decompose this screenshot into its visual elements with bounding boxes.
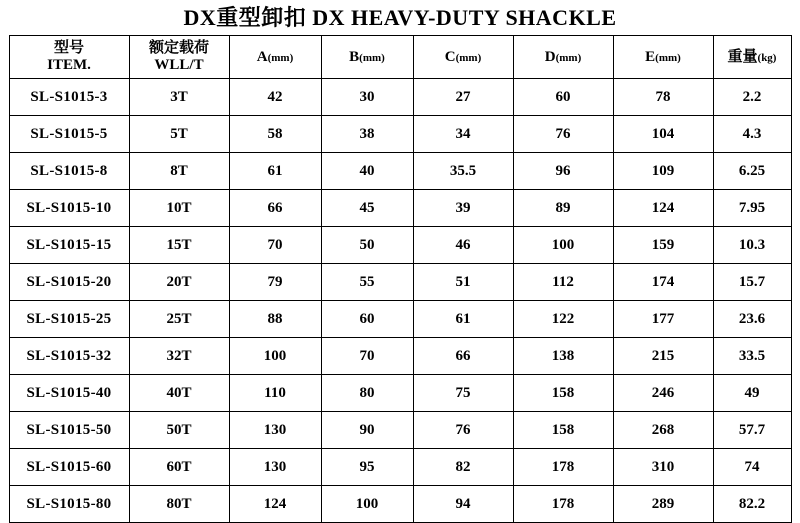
cell-e: 124 bbox=[613, 190, 713, 227]
cell-weight: 49 bbox=[713, 375, 791, 412]
page-title: DX重型卸扣 DX HEAVY-DUTY SHACKLE bbox=[183, 5, 617, 30]
cell-a: 79 bbox=[229, 264, 321, 301]
column-header-a-unit: (mm) bbox=[267, 51, 294, 64]
cell-b: 45 bbox=[321, 190, 413, 227]
cell-e: 109 bbox=[613, 153, 713, 190]
cell-a: 124 bbox=[229, 486, 321, 523]
cell-item: SL-S1015-32 bbox=[9, 338, 129, 375]
cell-b: 70 bbox=[321, 338, 413, 375]
cell-a: 110 bbox=[229, 375, 321, 412]
cell-c: 94 bbox=[413, 486, 513, 523]
cell-c: 75 bbox=[413, 375, 513, 412]
cell-b: 50 bbox=[321, 227, 413, 264]
cell-item: SL-S1015-50 bbox=[9, 412, 129, 449]
cell-wll: 50T bbox=[129, 412, 229, 449]
cell-e: 268 bbox=[613, 412, 713, 449]
column-header-weight-label: 重量 bbox=[727, 48, 758, 65]
cell-c: 61 bbox=[413, 301, 513, 338]
cell-e: 177 bbox=[613, 301, 713, 338]
cell-item: SL-S1015-3 bbox=[9, 79, 129, 116]
cell-c: 39 bbox=[413, 190, 513, 227]
cell-e: 174 bbox=[613, 264, 713, 301]
cell-item: SL-S1015-10 bbox=[9, 190, 129, 227]
shackle-spec-table bbox=[9, 35, 792, 523]
column-header-item-cn: 型号 bbox=[53, 39, 84, 56]
table-row bbox=[9, 264, 791, 301]
table-row bbox=[9, 116, 791, 153]
cell-wll: 60T bbox=[129, 449, 229, 486]
cell-weight: 6.25 bbox=[713, 153, 791, 190]
column-header-a-label: A bbox=[256, 48, 268, 65]
cell-item: SL-S1015-20 bbox=[9, 264, 129, 301]
cell-wll: 8T bbox=[129, 153, 229, 190]
cell-d: 138 bbox=[513, 338, 613, 375]
cell-b: 100 bbox=[321, 486, 413, 523]
column-header-d-unit: (mm) bbox=[555, 51, 582, 64]
cell-e: 159 bbox=[613, 227, 713, 264]
table-row bbox=[9, 79, 791, 116]
cell-d: 100 bbox=[513, 227, 613, 264]
cell-a: 130 bbox=[229, 449, 321, 486]
cell-e: 246 bbox=[613, 375, 713, 412]
table-body bbox=[9, 79, 791, 523]
cell-weight: 33.5 bbox=[713, 338, 791, 375]
cell-wll: 40T bbox=[129, 375, 229, 412]
cell-b: 80 bbox=[321, 375, 413, 412]
header-row bbox=[9, 36, 791, 79]
cell-a: 58 bbox=[229, 116, 321, 153]
column-header-a bbox=[229, 36, 321, 79]
cell-c: 27 bbox=[413, 79, 513, 116]
column-header-c-unit: (mm) bbox=[455, 51, 482, 64]
cell-item: SL-S1015-5 bbox=[9, 116, 129, 153]
cell-d: 89 bbox=[513, 190, 613, 227]
column-header-b-label: B bbox=[349, 48, 360, 65]
cell-d: 178 bbox=[513, 486, 613, 523]
cell-e: 289 bbox=[613, 486, 713, 523]
cell-b: 55 bbox=[321, 264, 413, 301]
cell-c: 35.5 bbox=[413, 153, 513, 190]
cell-item: SL-S1015-60 bbox=[9, 449, 129, 486]
cell-weight: 23.6 bbox=[713, 301, 791, 338]
cell-weight: 2.2 bbox=[713, 79, 791, 116]
cell-wll: 25T bbox=[129, 301, 229, 338]
cell-weight: 82.2 bbox=[713, 486, 791, 523]
table-row bbox=[9, 153, 791, 190]
cell-item: SL-S1015-8 bbox=[9, 153, 129, 190]
cell-wll: 5T bbox=[129, 116, 229, 153]
cell-d: 158 bbox=[513, 375, 613, 412]
cell-item: SL-S1015-25 bbox=[9, 301, 129, 338]
column-header-e-unit: (mm) bbox=[655, 51, 681, 64]
cell-b: 40 bbox=[321, 153, 413, 190]
cell-a: 100 bbox=[229, 338, 321, 375]
table-row bbox=[9, 375, 791, 412]
cell-weight: 10.3 bbox=[713, 227, 791, 264]
cell-c: 82 bbox=[413, 449, 513, 486]
cell-item: SL-S1015-80 bbox=[9, 486, 129, 523]
column-header-c-label: C bbox=[444, 48, 456, 65]
cell-d: 76 bbox=[513, 116, 613, 153]
column-header-item-en: ITEM. bbox=[47, 57, 91, 74]
cell-c: 51 bbox=[413, 264, 513, 301]
column-header-c bbox=[413, 36, 513, 79]
cell-d: 60 bbox=[513, 79, 613, 116]
cell-weight: 57.7 bbox=[713, 412, 791, 449]
cell-weight: 7.95 bbox=[713, 190, 791, 227]
cell-c: 76 bbox=[413, 412, 513, 449]
table-row bbox=[9, 338, 791, 375]
cell-e: 215 bbox=[613, 338, 713, 375]
column-header-wll-cn: 额定载荷 bbox=[148, 39, 209, 56]
cell-weight: 15.7 bbox=[713, 264, 791, 301]
cell-weight: 4.3 bbox=[713, 116, 791, 153]
column-header-wll bbox=[129, 36, 229, 79]
cell-a: 130 bbox=[229, 412, 321, 449]
cell-b: 38 bbox=[321, 116, 413, 153]
column-header-b-unit: (mm) bbox=[359, 51, 385, 64]
column-header-d bbox=[513, 36, 613, 79]
cell-b: 95 bbox=[321, 449, 413, 486]
cell-d: 178 bbox=[513, 449, 613, 486]
cell-wll: 80T bbox=[129, 486, 229, 523]
table-row bbox=[9, 301, 791, 338]
cell-item: SL-S1015-15 bbox=[9, 227, 129, 264]
column-header-e-label: E bbox=[645, 48, 656, 65]
cell-b: 60 bbox=[321, 301, 413, 338]
column-header-weight-unit: (kg) bbox=[757, 51, 777, 64]
cell-d: 158 bbox=[513, 412, 613, 449]
cell-d: 112 bbox=[513, 264, 613, 301]
cell-weight: 74 bbox=[713, 449, 791, 486]
cell-b: 30 bbox=[321, 79, 413, 116]
table-row bbox=[9, 486, 791, 523]
cell-c: 34 bbox=[413, 116, 513, 153]
table-header bbox=[9, 36, 791, 79]
table-row bbox=[9, 190, 791, 227]
cell-wll: 15T bbox=[129, 227, 229, 264]
cell-a: 88 bbox=[229, 301, 321, 338]
cell-a: 61 bbox=[229, 153, 321, 190]
column-header-e bbox=[613, 36, 713, 79]
cell-a: 42 bbox=[229, 79, 321, 116]
table-row bbox=[9, 227, 791, 264]
column-header-d-label: D bbox=[544, 48, 556, 65]
cell-e: 310 bbox=[613, 449, 713, 486]
column-header-b bbox=[321, 36, 413, 79]
cell-c: 66 bbox=[413, 338, 513, 375]
cell-wll: 32T bbox=[129, 338, 229, 375]
table-row bbox=[9, 449, 791, 486]
cell-c: 46 bbox=[413, 227, 513, 264]
cell-item: SL-S1015-40 bbox=[9, 375, 129, 412]
cell-b: 90 bbox=[321, 412, 413, 449]
cell-a: 66 bbox=[229, 190, 321, 227]
column-header-item bbox=[9, 36, 129, 79]
cell-e: 104 bbox=[613, 116, 713, 153]
column-header-weight bbox=[713, 36, 791, 79]
cell-d: 122 bbox=[513, 301, 613, 338]
column-header-wll-en: WLL/T bbox=[154, 57, 204, 74]
cell-a: 70 bbox=[229, 227, 321, 264]
cell-wll: 20T bbox=[129, 264, 229, 301]
table-row bbox=[9, 412, 791, 449]
cell-wll: 3T bbox=[129, 79, 229, 116]
cell-wll: 10T bbox=[129, 190, 229, 227]
cell-e: 78 bbox=[613, 79, 713, 116]
cell-d: 96 bbox=[513, 153, 613, 190]
